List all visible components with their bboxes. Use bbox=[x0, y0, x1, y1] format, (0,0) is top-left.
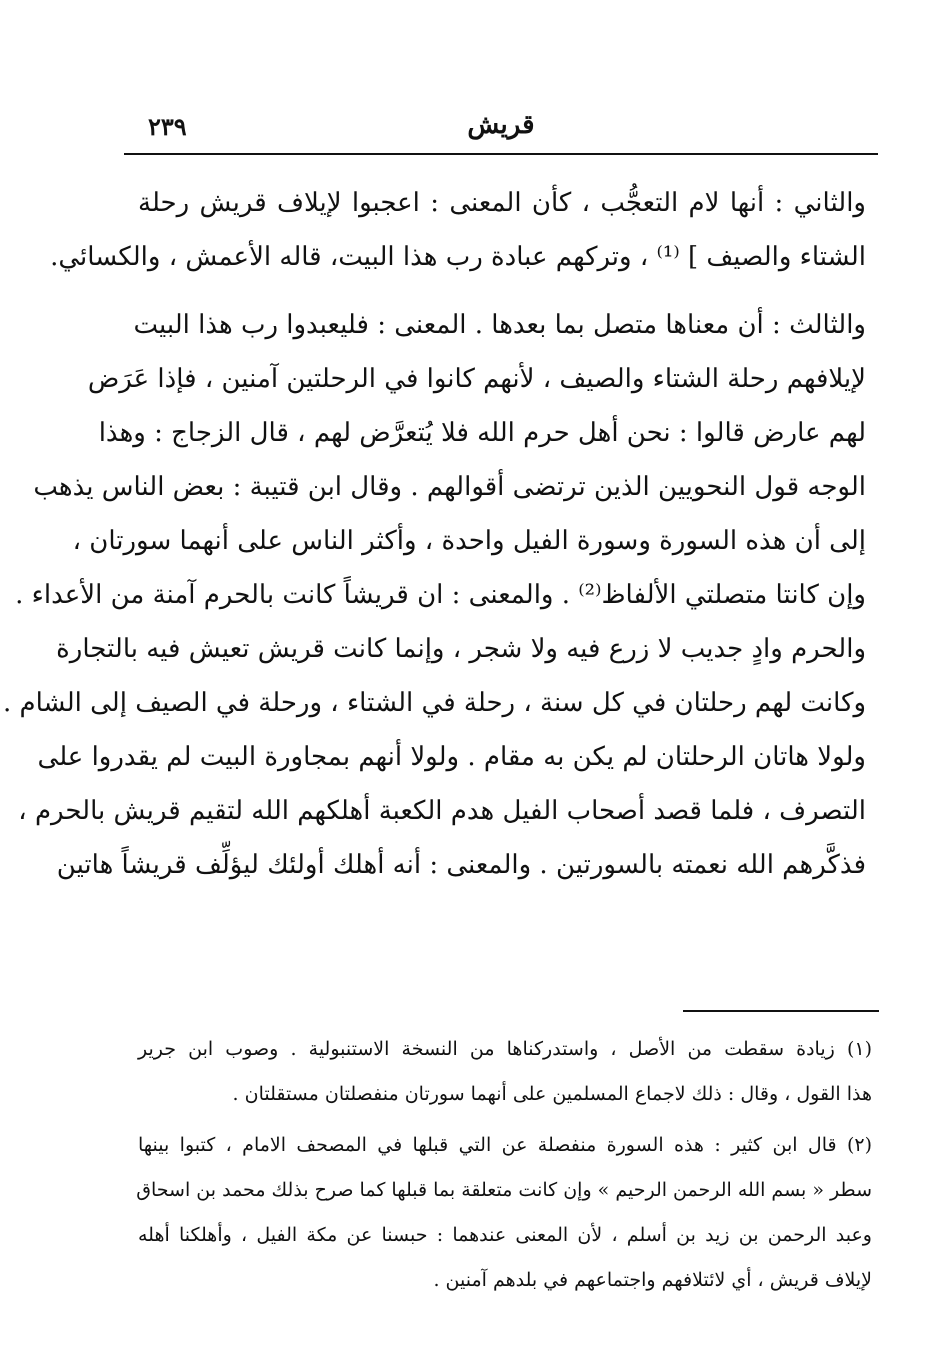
page-header bbox=[124, 104, 878, 154]
footnote-line: لإيلاف قريش ، أي لائتلافهم واجتماعهم في بلدهم آمنين . bbox=[433, 1269, 872, 1291]
text-line: والثالث : أن معناها متصل بما بعدها . المعنى : فليعبدوا رب هذا البيت bbox=[133, 310, 866, 340]
footnote-line: هذا القول ، وقال : ذلك لاجماع المسلمين على أنهما سورتان منفصلتان مستقلتان . bbox=[232, 1083, 872, 1105]
text-line: إلى أن هذه السورة وسورة الفيل واحدة ، وأكثر الناس على أنهما سورتان ، bbox=[72, 526, 866, 556]
text-line: ولولا هاتان الرحلتان لم يكن به مقام . ولولا أنهم بمجاورة البيت لم يقدروا على bbox=[37, 742, 866, 772]
footnotes bbox=[138, 1027, 872, 1303]
footnote-rule bbox=[683, 1010, 879, 1012]
running-title: قريش bbox=[467, 110, 535, 140]
footnote-line: (١) زيادة سقطت من الأصل ، واستدركناها من النسخة الاستنبولية . وصوب ابن جرير bbox=[138, 1038, 872, 1060]
text-line: فذكَّرهم الله نعمته بالسورتين . والمعنى : أنه أهلك أولئك ليؤلِّف قريشاً هاتين bbox=[56, 850, 866, 880]
text-line: الشتاء والصيف ] ⁽¹⁾ ، وتركهم عبادة رب هذا البيت، قاله الأعمش ، والكسائي. bbox=[50, 242, 866, 272]
text-line: لإيلافهم رحلة الشتاء والصيف ، لأنهم كانوا في الرحلتين آمنين ، فإذا عَرَض bbox=[87, 364, 866, 394]
text-line: والحرم وادٍ جديب لا زرع فيه ولا شجر ، وإنما كانت قريش تعيش فيه بالتجارة bbox=[56, 634, 866, 664]
footnote-line: سطر « بسم الله الرحمن الرحيم » وإن كانت متعلقة بما قبلها كما صرح بذلك محمد بن اسحاق bbox=[136, 1179, 872, 1201]
header-rule bbox=[124, 153, 878, 155]
text-line: لهم عارض قالوا : نحن أهل حرم الله فلا يُتعرَّض لهم ، قال الزجاج : وهذا bbox=[98, 418, 866, 448]
footnote-line: (٢) قال ابن كثير : هذه السورة منفصلة عن التي قبلها في المصحف الامام ، كتبوا بينها bbox=[138, 1134, 872, 1156]
page-number: ٢٣٩ bbox=[148, 112, 187, 141]
text-line: الوجه قول النحويين الذين ترتضى أقوالهم . وقال ابن قتيبة : بعض الناس يذهب bbox=[33, 472, 866, 502]
text-line: التصرف ، فلما قصد أصحاب الفيل هدم الكعبة أهلكهم الله لتقيم قريش بالحرم ، bbox=[18, 796, 866, 826]
main-text bbox=[2, 176, 866, 892]
text-line: وإن كانتا متصلتي الألفاظ⁽²⁾ . والمعنى : ان قريشاً كانت بالحرم آمنة من الأعداء . bbox=[15, 580, 866, 610]
footnote-line: وعبد الرحمن بن زيد بن أسلم ، لأن المعنى عندهما : حبسنا عن مكة الفيل ، وأهلكنا أهله bbox=[138, 1224, 872, 1246]
text-line: وكانت لهم رحلتان في كل سنة ، رحلة في الشتاء ، ورحلة في الصيف إلى الشام . bbox=[2, 688, 866, 718]
text-line: والثاني : أنها لام التعجُّب ، كأن المعنى : اعجبوا لإيلاف قريش رحلة bbox=[138, 188, 866, 218]
